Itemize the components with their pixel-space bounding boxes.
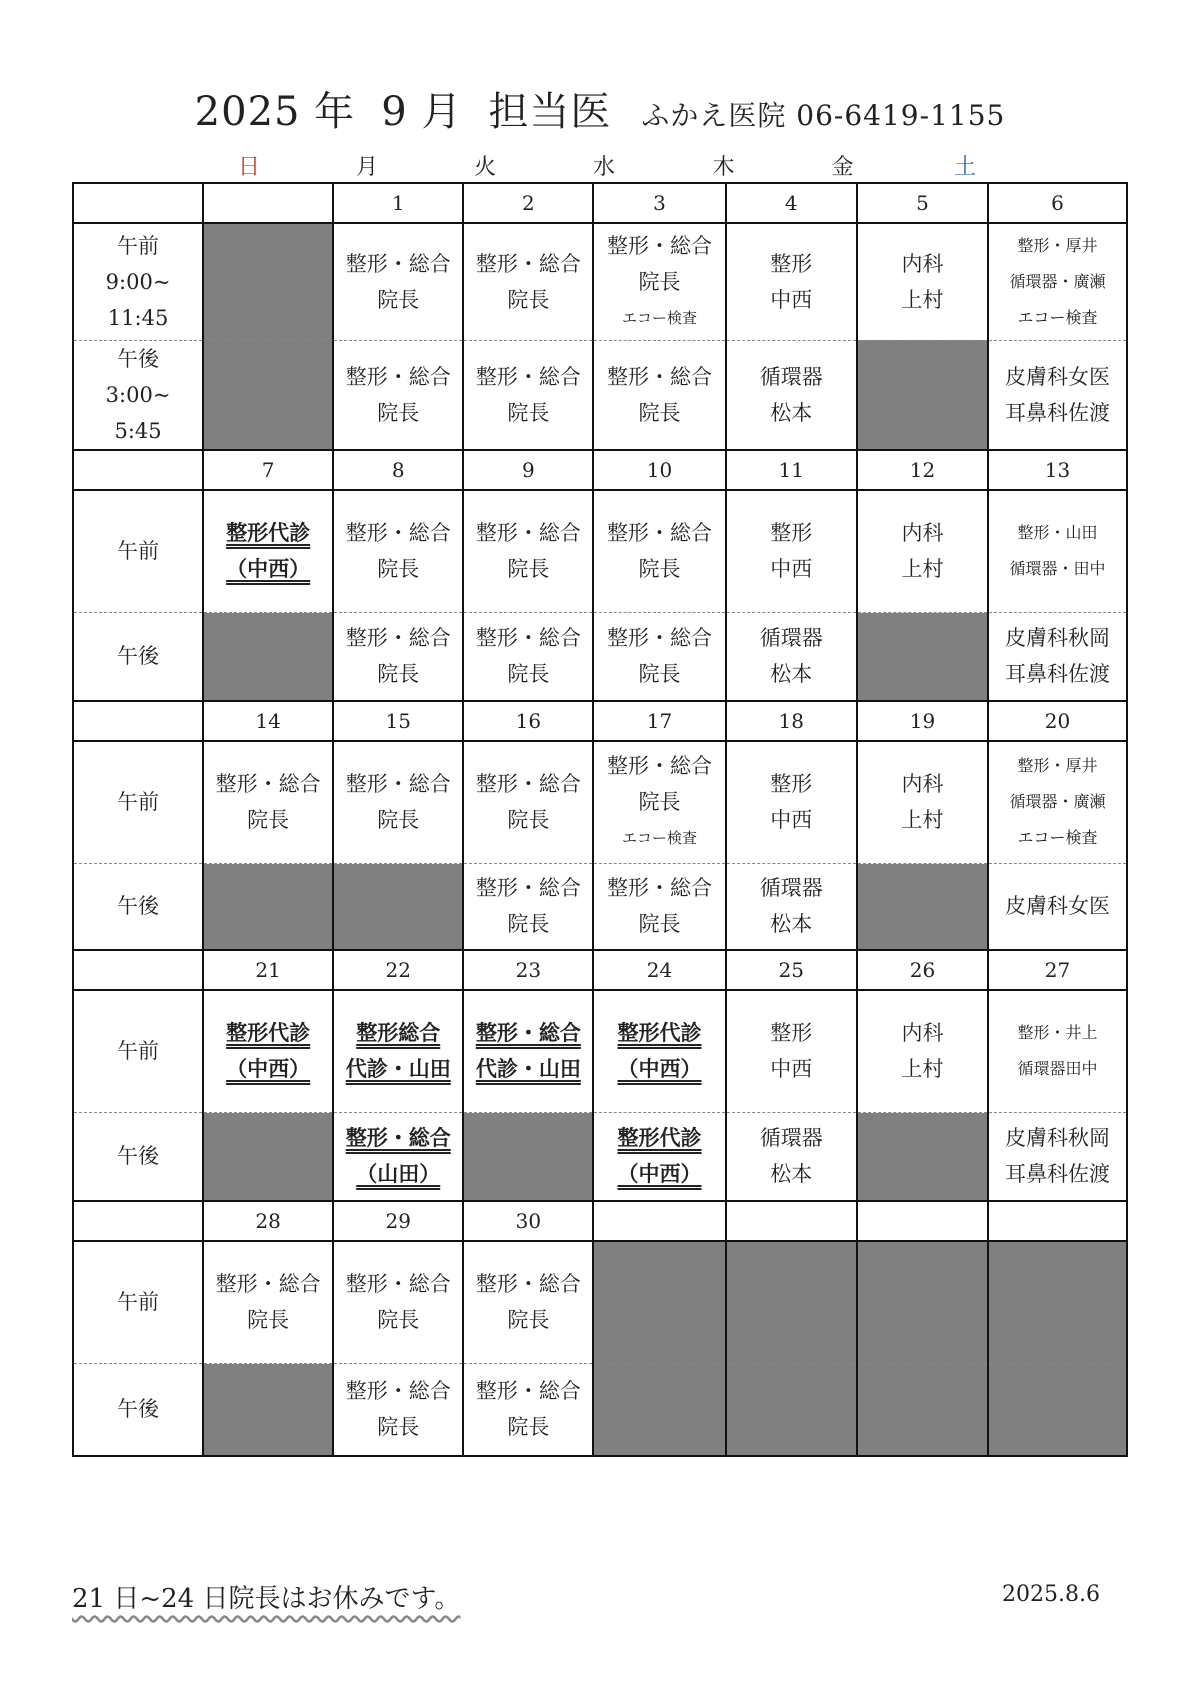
doctor-cell [988,340,1127,450]
substitute-text: 整形・総合 [345,1125,451,1151]
session-label-line: 午後 [117,346,160,371]
closed-cell [593,1241,725,1364]
substitute-text: （中西） [226,1056,311,1082]
substitute-text: 代診・山田 [345,1056,451,1082]
doctor-line: 整形・総合 [607,521,713,546]
doctor-cell [988,223,1127,340]
closed-cell [203,864,333,950]
doctor-line: 整形・総合 [345,626,451,651]
doctor-line: 院長 [377,400,420,425]
doctor-cell [203,990,333,1113]
date-number [988,1201,1127,1241]
doctor-cell [593,223,725,340]
date-number [593,1201,725,1241]
session-label-line: 午後 [117,1144,160,1169]
closed-cell [988,1364,1127,1456]
doctor-line: 院長 [247,808,290,833]
doctor-cell [593,864,725,950]
doctor-line: 整形・総合 [345,1379,451,1404]
doctor-cell [463,1241,593,1364]
closed-cell [857,1241,988,1364]
morning-label [73,490,203,613]
date-number: 27 [988,950,1127,990]
date-row-blank [73,950,203,990]
weekday-label: 木 [712,155,735,180]
doctor-line: 整形・総合 [475,1272,581,1297]
doctor-line: 整形・総合 [607,626,713,651]
doctor-line [334,1120,462,1156]
echo-note: エコー検査 [622,829,698,848]
doctor-line: 院長 [638,400,681,425]
session-label-line: 午前 [117,790,160,815]
weekday-label: 水 [592,155,615,180]
closed-cell [857,1113,988,1201]
doctor-line: 院長 [507,662,550,687]
doctor-line [204,551,332,587]
doctor-line: 院長 [638,662,681,687]
afternoon-row [73,1113,1127,1201]
doctor-line: 整形・井上 [1017,1023,1098,1043]
closed-cell [463,1113,593,1201]
doctor-line: 院長 [377,1415,420,1440]
doctor-line [204,1051,332,1087]
doctor-line: 院長 [638,269,681,294]
date-number: 10 [593,450,725,490]
doctor-cell [333,223,463,340]
morning-label [73,1241,203,1364]
morning-row [73,741,1127,864]
doctor-line: 整形・総合 [475,876,581,901]
afternoon-row [73,1364,1127,1456]
doctor-line [204,515,332,551]
morning-row [73,490,1127,613]
closed-cell [857,864,988,950]
doctor-line: 整形・総合 [475,364,581,389]
closed-cell [203,1364,333,1456]
doctor-line: 整形 [770,521,813,546]
doctor-cell [593,340,725,450]
date-number: 8 [333,450,463,490]
date-number: 9 [463,450,593,490]
doctor-line: 上村 [901,287,944,312]
doctor-cell [463,340,593,450]
doctor-cell [988,613,1127,701]
date-row [73,950,1127,990]
doctor-line: 院長 [507,400,550,425]
afternoon-label [73,340,203,450]
doctor-line: 循環器・田中 [1009,559,1106,579]
title-year: 2025 年 [194,89,356,135]
doctor-line: 皮膚科秋岡 [1005,1126,1111,1151]
session-label-line: 午後 [117,644,160,669]
date-row-blank [73,701,203,741]
doctor-cell [203,1241,333,1364]
afternoon-row [73,340,1127,450]
date-row [73,183,1127,223]
doctor-line: 内科 [901,1021,944,1046]
session-label-line: 3:00~ [105,382,171,407]
doctor-line: 院長 [377,287,420,312]
session-label-line: 午後 [117,894,160,919]
session-label-line: 午前 [117,233,160,258]
doctor-line [594,1051,724,1087]
date-row-blank [73,450,203,490]
doctor-cell [857,741,988,864]
afternoon-label [73,1113,203,1201]
morning-row [73,223,1127,340]
substitute-text: （山田） [356,1161,441,1187]
doctor-line: 院長 [377,557,420,582]
doctor-cell [333,990,463,1113]
doctor-line [204,1015,332,1051]
doctor-line: 皮膚科女医 [1005,364,1111,389]
doctor-line: 内科 [901,251,944,276]
doctor-cell [333,490,463,613]
date-row [73,450,1127,490]
date-number: 24 [593,950,725,990]
date-row [73,1201,1127,1241]
doctor-line [594,1015,724,1051]
date-row-blank [73,1201,203,1241]
doctor-line: 中西 [770,287,813,312]
date-number: 1 [333,183,463,223]
doctor-line: 整形・総合 [475,772,581,797]
doctor-line: 松本 [770,400,813,425]
doctor-line: 整形・総合 [345,521,451,546]
doctor-cell [857,223,988,340]
weekday-label: 日 [237,155,260,180]
afternoon-label [73,864,203,950]
closed-cell [857,340,988,450]
doctor-line: 院長 [507,1308,550,1333]
doctor-line: 院長 [507,808,550,833]
date-number: 4 [726,183,857,223]
date-number: 15 [333,701,463,741]
doctor-line: 整形・総合 [345,1272,451,1297]
title-text: 担当医 [488,89,612,135]
doctor-line: 院長 [507,557,550,582]
doctor-line: 整形 [770,251,813,276]
session-label-line: 5:45 [114,418,162,443]
doctor-line: 整形・総合 [475,251,581,276]
doctor-line: 循環器田中 [1017,1059,1098,1079]
date-number: 3 [593,183,725,223]
closed-cell [726,1364,857,1456]
date-number: 19 [857,701,988,741]
date-number: 26 [857,950,988,990]
doctor-cell [463,1364,593,1456]
doctor-line: 耳鼻科佐渡 [1005,400,1111,425]
weekday-label: 金 [831,155,854,180]
morning-label [73,741,203,864]
date-number: 13 [988,450,1127,490]
doctor-line: 中西 [770,1057,813,1082]
doctor-cell [333,741,463,864]
doctor-line: 整形・厚井 [1017,235,1098,255]
doctor-line: 整形・総合 [607,364,713,389]
closed-cell [726,1241,857,1364]
session-label-line: 午前 [117,539,160,564]
clinic-name-phone: ふかえ医院 06-6419-1155 [641,99,1006,132]
doctor-line: 循環器 [759,1126,823,1151]
title-month: 9 月 [381,89,463,135]
substitute-text: 整形代診 [617,1125,702,1151]
doctor-line: 整形・厚井 [1017,756,1098,776]
morning-label [73,990,203,1113]
doctor-cell [988,864,1127,950]
closed-cell [203,613,333,701]
doctor-line: 院長 [247,1308,290,1333]
doctor-line: 整形・総合 [475,626,581,651]
date-number: 16 [463,701,593,741]
doctor-line: 内科 [901,521,944,546]
doctor-cell [463,490,593,613]
afternoon-label [73,1364,203,1456]
substitute-text: 整形総合 [356,1020,441,1046]
session-label-line: 11:45 [107,305,169,330]
date-number: 28 [203,1201,333,1241]
doctor-line: 院長 [377,662,420,687]
doctor-line: 上村 [901,1057,944,1082]
doctor-line [464,1051,592,1087]
closed-cell [203,340,333,450]
session-label-line: 午前 [117,1290,160,1315]
morning-row [73,990,1127,1113]
doctor-line: 上村 [901,808,944,833]
doctor-line: エコー検査 [1017,307,1098,327]
date-number: 6 [988,183,1127,223]
page-title [0,80,1200,137]
doctor-line: 中西 [770,808,813,833]
doctor-cell [203,741,333,864]
date-number: 20 [988,701,1127,741]
closed-cell [203,1113,333,1201]
doctor-cell [333,613,463,701]
weekday-label: 火 [473,155,496,180]
doctor-line [334,1156,462,1192]
date-number: 5 [857,183,988,223]
session-label-line: 午後 [117,1397,160,1422]
doctor-line: 院長 [377,808,420,833]
date-row-blank [73,183,203,223]
session-label-line: 午前 [117,1039,160,1064]
footer-note: 21 日~24 日院長はお休みです。 [72,1584,461,1614]
weekday-label: 土 [953,155,976,180]
doctor-line: 整形・総合 [345,251,451,276]
doctor-line: 循環器・廣瀬 [1009,792,1106,812]
doctor-line: 松本 [770,662,813,687]
morning-label [73,223,203,340]
doctor-cell [988,990,1127,1113]
date-number: 29 [333,1201,463,1241]
date-number: 11 [726,450,857,490]
doctor-line: 整形・山田 [1017,523,1098,543]
doctor-cell [593,613,725,701]
doctor-line: 整形・総合 [215,1272,321,1297]
doctor-cell [463,990,593,1113]
date-number [203,183,333,223]
doctor-cell [726,490,857,613]
date-number: 25 [726,950,857,990]
doctor-line: 院長 [638,557,681,582]
doctor-cell [333,1113,463,1201]
doctor-cell [463,613,593,701]
doctor-line: 整形・総合 [607,876,713,901]
doctor-line: 皮膚科秋岡 [1005,626,1111,651]
doctor-cell [726,864,857,950]
doctor-line [334,1051,462,1087]
doctor-cell [726,990,857,1113]
schedule-table [72,182,1128,1457]
doctor-line: 上村 [901,557,944,582]
doctor-line: 整形・総合 [607,754,713,779]
doctor-line: 整形・総合 [475,521,581,546]
doctor-line [464,1015,592,1051]
doctor-cell [726,223,857,340]
doctor-line: 循環器 [759,364,823,389]
doctor-line: 整形・総合 [475,1379,581,1404]
substitute-text: 整形・総合 [475,1020,581,1046]
doctor-line: 整形・総合 [345,364,451,389]
date-number: 18 [726,701,857,741]
date-number [726,1201,857,1241]
substitute-text: （中西） [226,556,311,582]
doctor-cell [726,741,857,864]
doctor-line: 院長 [638,790,681,815]
doctor-line: 院長 [507,287,550,312]
doctor-cell [593,490,725,613]
substitute-text: 整形代診 [617,1020,702,1046]
doctor-line: 院長 [638,912,681,937]
date-number: 2 [463,183,593,223]
doctor-line: 松本 [770,1162,813,1187]
date-row [73,701,1127,741]
date-number: 21 [203,950,333,990]
doctor-line: 整形 [770,1021,813,1046]
echo-note: エコー検査 [622,308,698,327]
session-label-line: 9:00~ [105,269,171,294]
closed-cell [593,1364,725,1456]
date-number: 12 [857,450,988,490]
date-number: 22 [333,950,463,990]
doctor-line: 中西 [770,557,813,582]
doctor-line: 耳鼻科佐渡 [1005,662,1111,687]
issue-date: 2025.8.6 [1002,1582,1100,1607]
date-number: 14 [203,701,333,741]
afternoon-label [73,613,203,701]
doctor-line: 循環器・廣瀬 [1009,271,1106,291]
date-number: 23 [463,950,593,990]
doctor-line: 皮膚科女医 [1005,894,1111,919]
doctor-cell [857,990,988,1113]
doctor-cell [726,613,857,701]
doctor-line: 整形・総合 [345,772,451,797]
doctor-cell [726,340,857,450]
doctor-line [594,1156,724,1192]
doctor-line: 松本 [770,912,813,937]
doctor-cell [593,990,725,1113]
substitute-text: 整形代診 [226,520,311,546]
date-number: 7 [203,450,333,490]
closed-cell [857,1364,988,1456]
doctor-line: 整形・総合 [215,772,321,797]
doctor-cell [333,1364,463,1456]
doctor-cell [463,741,593,864]
doctor-line: エコー検査 [1017,828,1098,848]
closed-cell [333,864,463,950]
date-number: 17 [593,701,725,741]
doctor-line: 院長 [507,1415,550,1440]
substitute-text: （中西） [617,1056,702,1082]
doctor-cell [593,1113,725,1201]
doctor-line: 耳鼻科佐渡 [1005,1162,1111,1187]
date-number [857,1201,988,1241]
closed-cell [203,223,333,340]
doctor-cell [593,741,725,864]
doctor-line: 院長 [377,1308,420,1333]
doctor-cell [726,1113,857,1201]
doctor-line [334,1015,462,1051]
doctor-line: 整形 [770,772,813,797]
closed-cell [857,613,988,701]
doctor-cell [203,490,333,613]
morning-row [73,1241,1127,1364]
doctor-cell [857,490,988,613]
weekday-header [72,150,1128,180]
afternoon-row [73,613,1127,701]
doctor-cell [463,864,593,950]
afternoon-row [73,864,1127,950]
doctor-line: 整形・総合 [607,233,713,258]
doctor-cell [988,490,1127,613]
doctor-cell [463,223,593,340]
doctor-line: 循環器 [759,876,823,901]
doctor-line [594,1120,724,1156]
weekday-label: 月 [355,155,378,180]
doctor-line: 院長 [507,912,550,937]
date-number: 30 [463,1201,593,1241]
doctor-cell [988,741,1127,864]
substitute-text: 代診・山田 [475,1056,581,1082]
doctor-cell [988,1113,1127,1201]
doctor-line: 内科 [901,772,944,797]
substitute-text: （中西） [617,1161,702,1187]
doctor-line: 循環器 [759,626,823,651]
doctor-cell [333,1241,463,1364]
doctor-cell [333,340,463,450]
closed-cell [988,1241,1127,1364]
substitute-text: 整形代診 [226,1020,311,1046]
